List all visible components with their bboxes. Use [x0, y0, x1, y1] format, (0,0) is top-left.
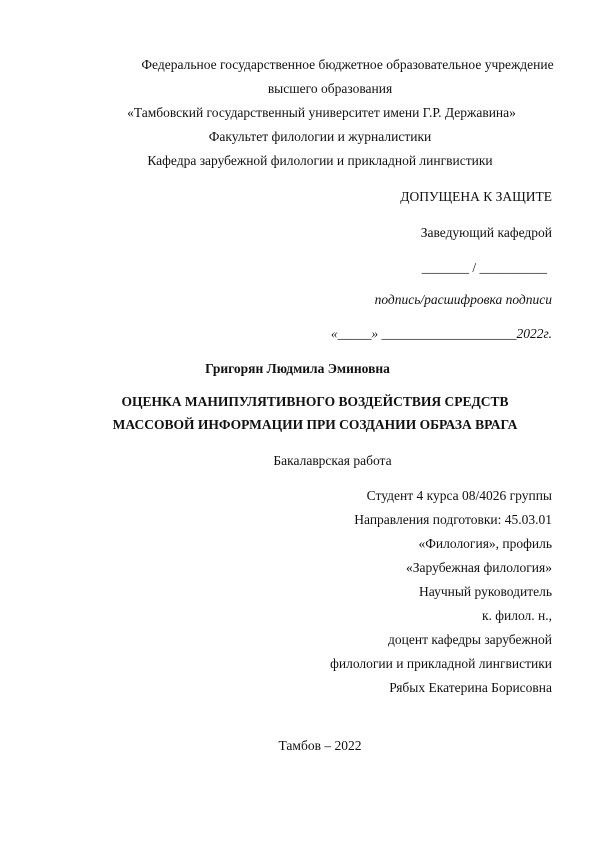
supervisor-degree: к. филол. н.,: [481, 608, 552, 623]
program-name: «Филология», профиль: [418, 536, 552, 551]
program-profile: «Зарубежная филология»: [406, 560, 552, 575]
approval-date-year: 2022г.: [516, 326, 552, 341]
signature-line: _______ / __________: [421, 260, 547, 275]
approval-date: [331, 327, 552, 341]
approval-head: Заведующий кафедрой: [420, 225, 552, 240]
supervisor-label: Научный руководитель: [419, 584, 552, 599]
institution-level-line: высшего образования: [267, 81, 393, 96]
supervisor-department: филологии и прикладной лингвистики: [330, 656, 552, 671]
department-name: Кафедра зарубежной филологии и прикладной лингвистики: [147, 153, 493, 168]
student-info: Студент 4 курса 08/4026 группы: [366, 488, 552, 503]
university-name: «Тамбовский государственный университет имени Г.Р. Державина»: [127, 105, 516, 120]
thesis-title-line-2: МАССОВОЙ ИНФОРМАЦИИ ПРИ СОЗДАНИИ ОБРАЗА ВРАГА: [112, 417, 518, 432]
author-name: Григорян Людмила Эминовна: [205, 361, 390, 376]
thesis-title-line-1: ОЦЕНКА МАНИПУЛЯТИВНОГО ВОЗДЕЙСТВИЯ СРЕДСТВ: [121, 394, 509, 409]
institution-type-line: Федеральное государственное бюджетное образовательное учреждение: [141, 57, 554, 72]
supervisor-position: доцент кафедры зарубежной: [388, 632, 552, 647]
supervisor-name: Рябых Екатерина Борисовна: [389, 680, 552, 695]
signature-caption: подпись/расшифровка подписи: [374, 292, 552, 307]
work-type: Бакалаврская работа: [273, 453, 392, 468]
faculty-name: Факультет филологии и журналистики: [208, 129, 432, 144]
approval-title: ДОПУЩЕНА К ЗАЩИТЕ: [400, 189, 552, 204]
approval-date-blank: «_____» ____________________: [330, 326, 517, 341]
city-year: Тамбов – 2022: [278, 738, 362, 753]
program-code: Направления подготовки: 45.03.01: [354, 512, 552, 527]
